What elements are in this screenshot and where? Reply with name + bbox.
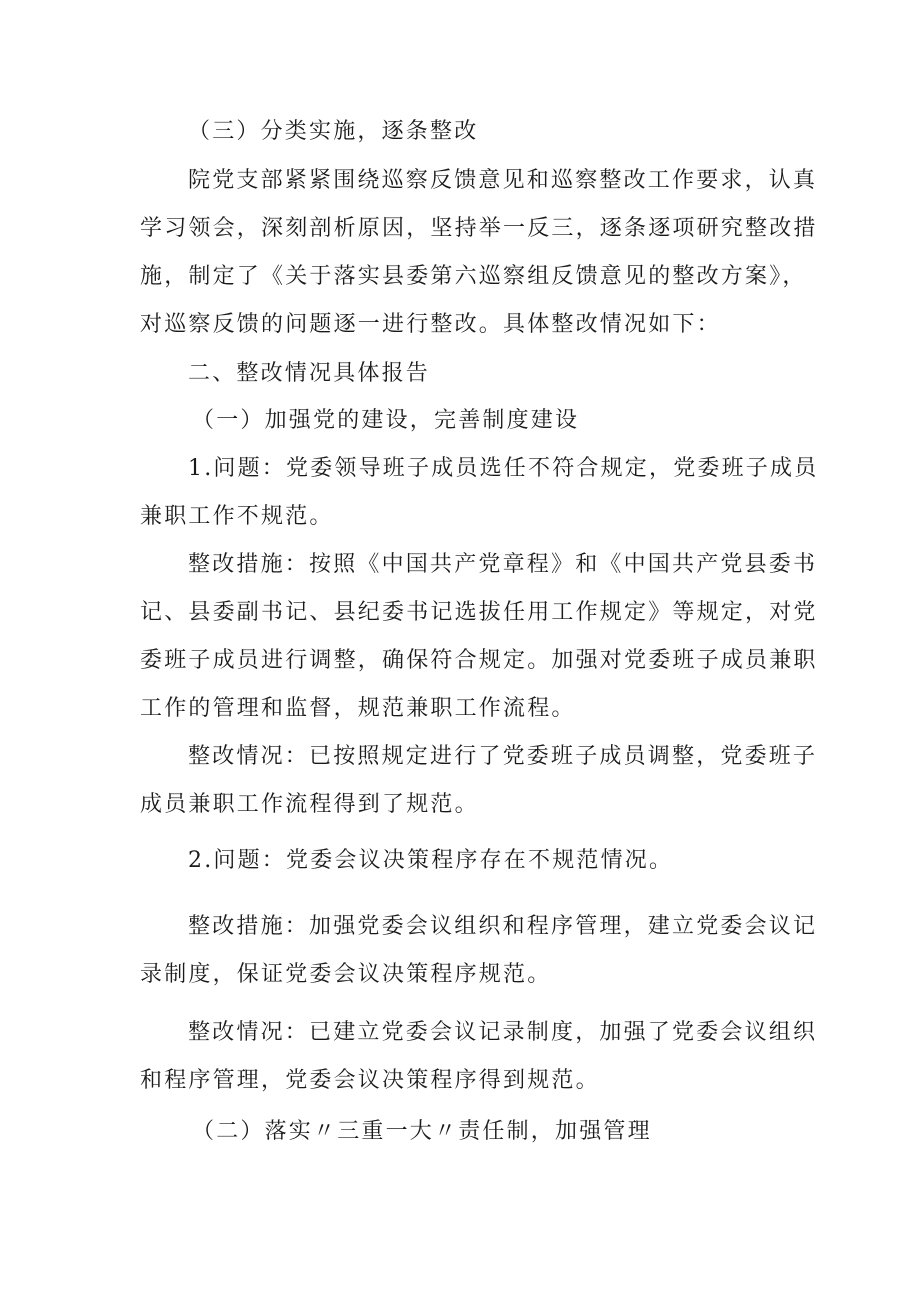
item-2-status-line-1: 整改情况：已建立党委会议记录制度，加强了党委会议组织	[188, 1020, 818, 1045]
subsection-1-heading: （一）加强党的建设，完善制度建设	[192, 408, 580, 433]
item-1-measures-line-2: 记、县委副书记、县纪委书记选拔任用工作规定》等规定，对党	[140, 600, 818, 625]
item-1-problem-line-2: 兼职工作不规范。	[140, 504, 334, 529]
item-1-status-line-2: 成员兼职工作流程得到了规范。	[140, 792, 479, 817]
para-1-line-3: 施，制定了《关于落实县委第六巡察组反馈意见的整改方案》，	[140, 264, 807, 289]
heading-3: （三）分类实施，逐条整改	[188, 119, 479, 144]
item-1-measures-line-4: 工作的管理和监督，规范兼职工作流程。	[140, 696, 576, 721]
item-2-measures-line-1: 整改措施：加强党委会议组织和程序管理，建立党委会议记	[188, 914, 818, 939]
item-2-measures-line-2: 录制度，保证党委会议决策程序规范。	[140, 962, 552, 987]
section-2-heading: 二、整改情况具体报告	[188, 361, 431, 386]
para-1-line-1: 院党支部紧紧围绕巡察反馈意见和巡察整改工作要求，认真	[188, 168, 818, 193]
item-1-measures-line-1: 整改措施：按照《中国共产党章程》和《中国共产党县委书	[188, 552, 818, 577]
item-1-measures-line-3: 委班子成员进行调整，确保符合规定。加强对党委班子成员兼职	[140, 648, 818, 673]
para-1-line-4: 对巡察反馈的问题逐一进行整改。具体整改情况如下：	[140, 312, 721, 337]
item-1-status-line-1: 整改情况：已按照规定进行了党委班子成员调整，党委班子	[188, 744, 818, 769]
subsection-2-heading: （二）落实〃三重一大〃责任制，加强管理	[192, 1119, 652, 1144]
item-2-status-line-2: 和程序管理，党委会议决策程序得到规范。	[140, 1068, 600, 1093]
item-2-problem-line-1: 2.问题：党委会议决策程序存在不规范情况。	[188, 848, 674, 873]
para-1-line-2: 学习领会，深刻剖析原因，坚持举一反三，逐条逐项研究整改措	[140, 216, 818, 241]
item-1-problem-line-1: 1.问题：党委领导班子成员选任不符合规定，党委班子成员	[188, 456, 819, 481]
